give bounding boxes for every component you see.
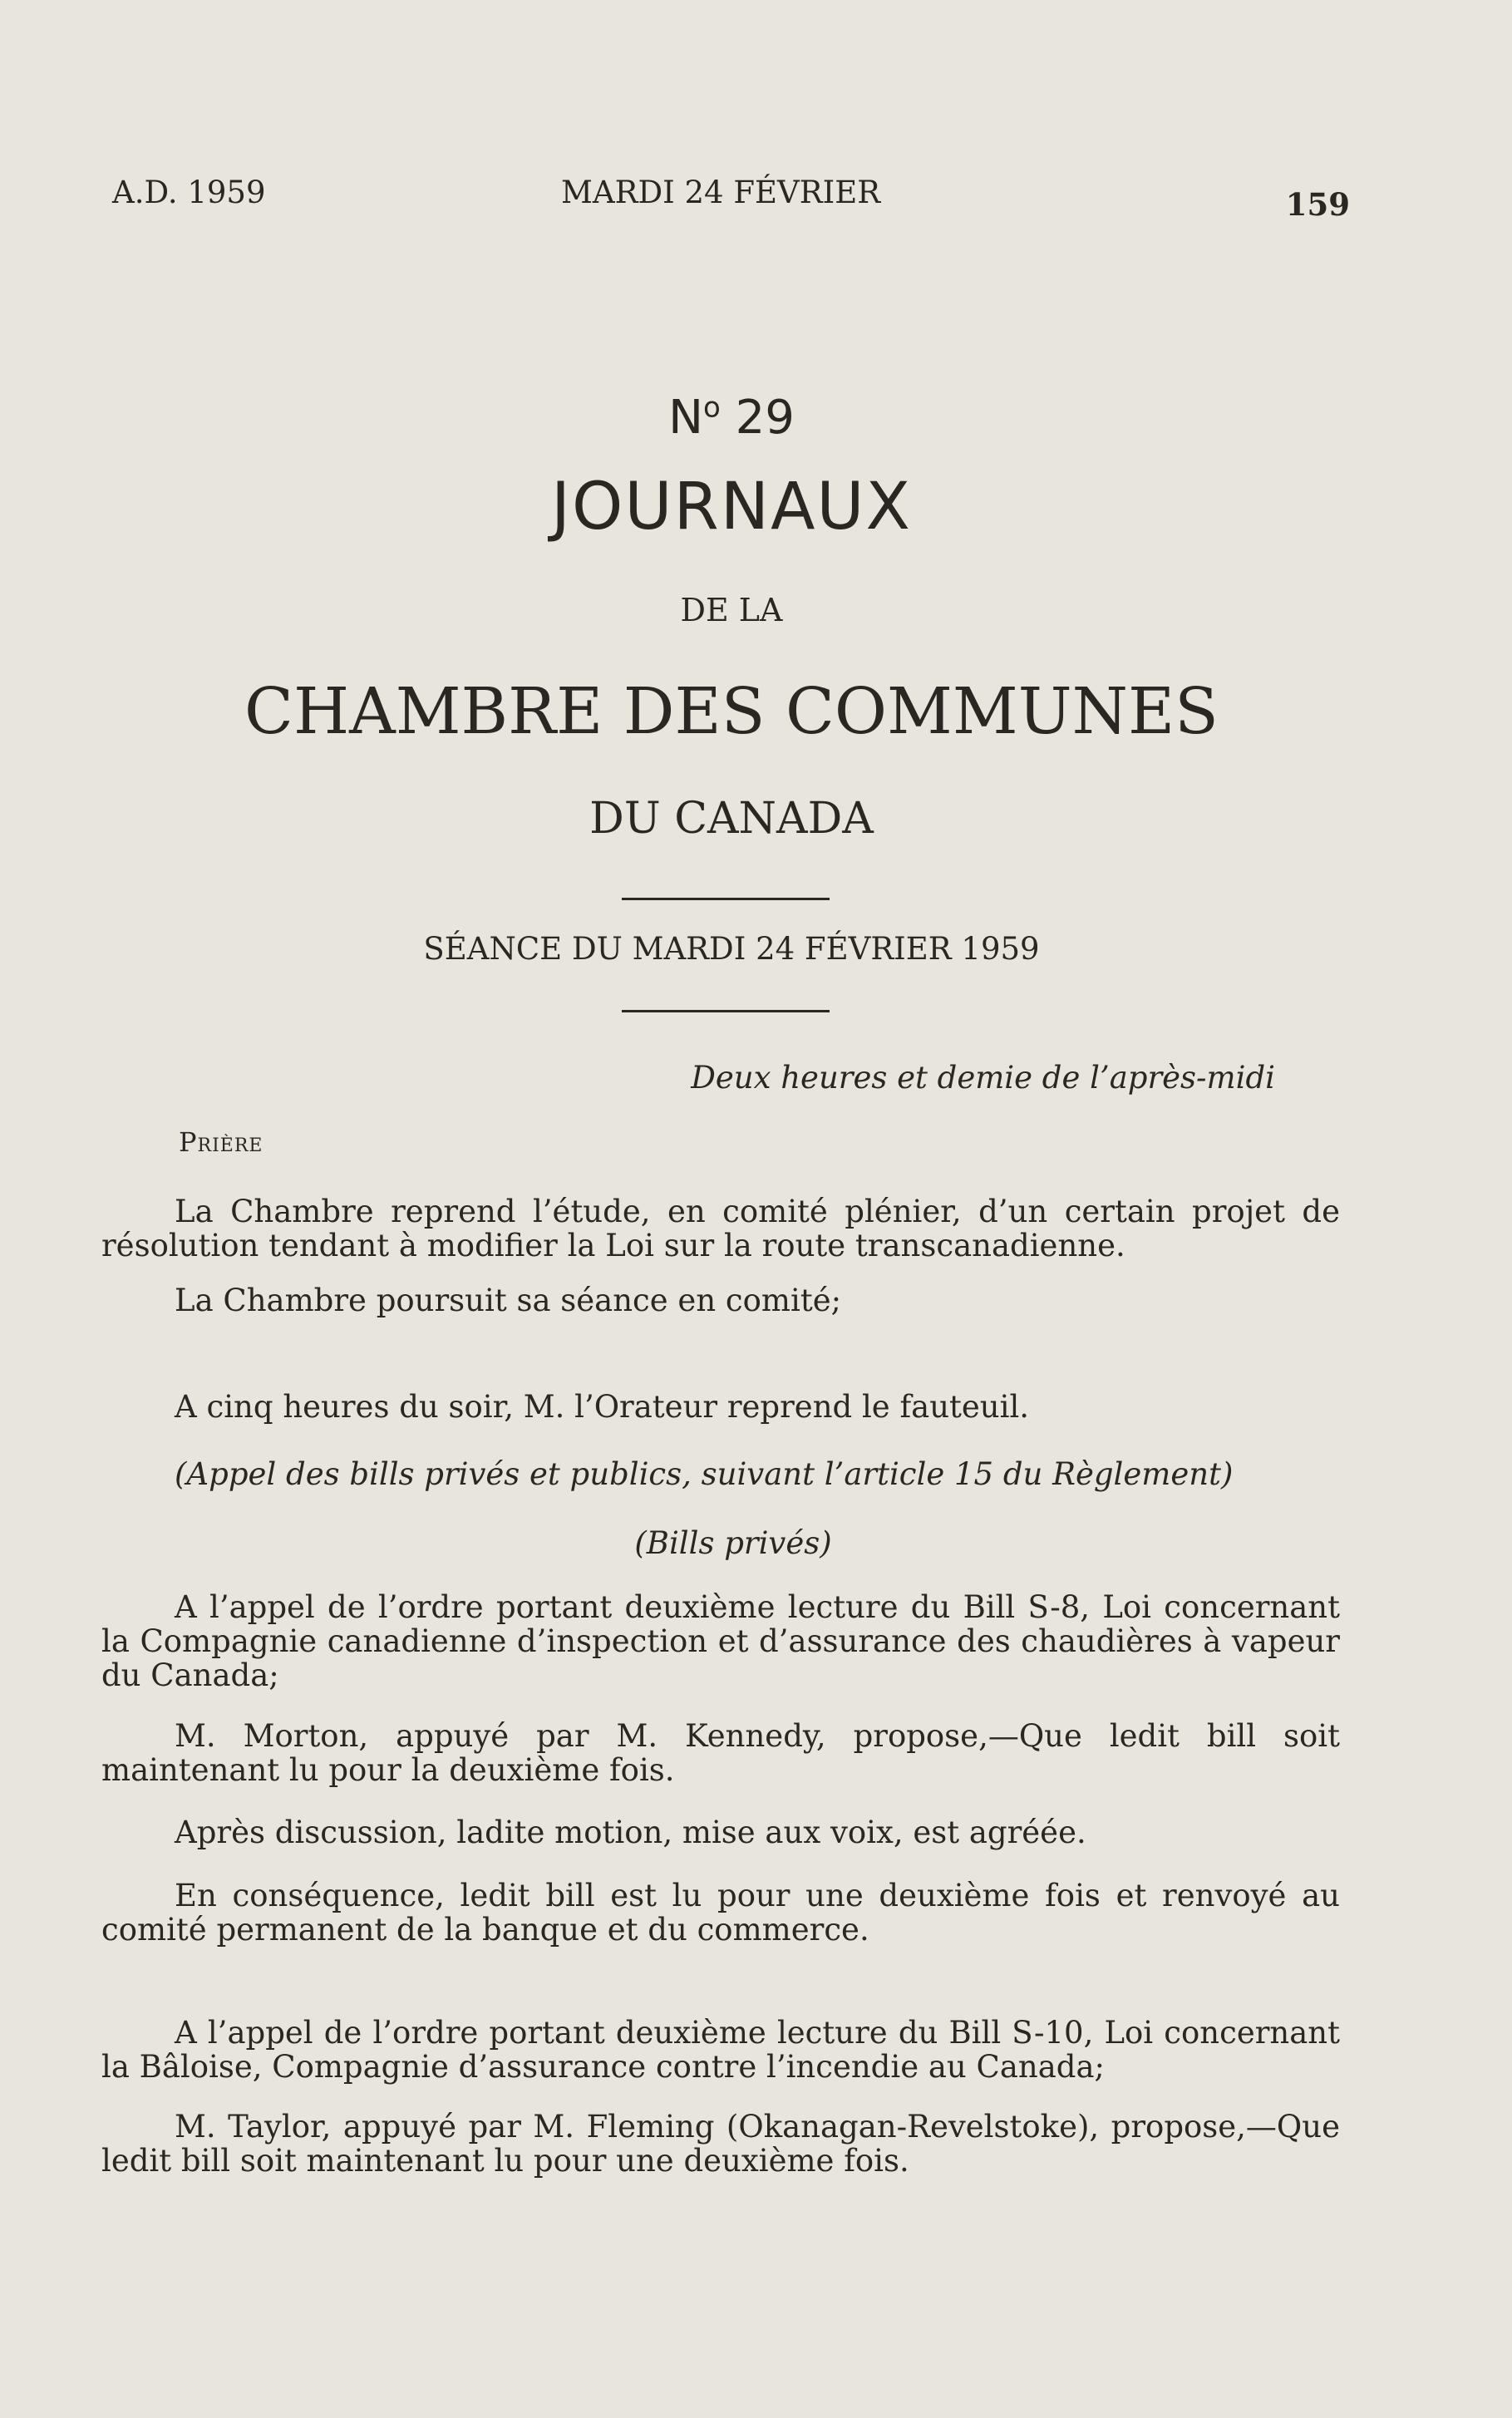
divider-rule [622,1010,830,1012]
paragraph-text: M. Taylor, appuyé par M. Fleming (Okanagan-Revelstoke), propose,—Que ledit bill soit maintenant lu pour une deuxième fois. [101,2109,1340,2179]
paragraph-text: M. Morton, appuyé par M. Kennedy, propose,—Que ledit bill soit maintenant lu pour la deuxième fois. [101,1718,1340,1788]
paragraph [101,1194,1340,1263]
paragraph-text: Après discussion, ladite motion, mise aux voix, est agréée. [175,1815,1086,1850]
paragraph-text: (Appel des bills privés et publics, suivant l’article 15 du Règlement) [175,1456,1234,1492]
running-head [112,175,1350,223]
session-heading: SÉANCE DU MARDI 24 FÉVRIER 1959 [423,931,1040,967]
paragraph-text: A l’appel de l’ordre portant deuxième lecture du Bill S-8, Loi concernant la Compagnie canadienne d’inspection et d’assurance des chaudières à vapeur du Canada; [101,1589,1340,1693]
header-year: A.D. 1959 [112,175,266,210]
divider-rule [622,898,830,900]
paragraph-text: La Chambre reprend l’étude, en comité plénier, d’un certain projet de résolution tendant à modifier la Loi sur la route transcanadienne. [101,1194,1340,1263]
paragraph [101,1390,1340,1424]
page-number: 159 [1285,186,1350,223]
title-de-la: DE LA [680,592,783,628]
title-journaux: JOURNAUX [551,470,912,544]
paragraph-text: La Chambre poursuit sa séance en comité; [175,1283,842,1318]
paragraph [101,2016,1340,2084]
issue-number-prefix: N [668,391,703,445]
paragraph [101,2110,1340,2178]
priere-label: Prière [179,1126,263,1158]
issue-number [0,391,1463,445]
paragraph [101,1879,1340,1947]
paragraph-text: A cinq heures du soir, M. l’Orateur reprend le fauteuil. [175,1389,1030,1425]
paragraph [101,1457,1340,1491]
title-chambre: CHAMBRE DES COMMUNES [244,675,1219,749]
priere-heading [179,1126,263,1158]
paragraph [101,1590,1340,1692]
paragraph-text: En conséquence, ledit bill est lu pour une deuxième fois et renvoyé au comité permanent de la banque et du commerce. [101,1878,1340,1948]
title-du-canada: DU CANADA [589,794,874,844]
issue-number-value: 29 [735,391,795,445]
paragraph [101,1283,1340,1317]
paragraph [101,1815,1340,1849]
subheading: (Bills privés) [634,1525,832,1561]
issue-number-sup: o [703,391,721,425]
paragraph [101,1719,1340,1787]
paragraph-text: A l’appel de l’ordre portant deuxième lecture du Bill S-10, Loi concernant la Bâloise, Compagnie d’assurance contre l’incendie au Canada; [101,2015,1340,2085]
session-time: Deux heures et demie de l’après-midi [691,1060,1275,1096]
header-date: MARDI 24 FÉVRIER [561,175,881,210]
